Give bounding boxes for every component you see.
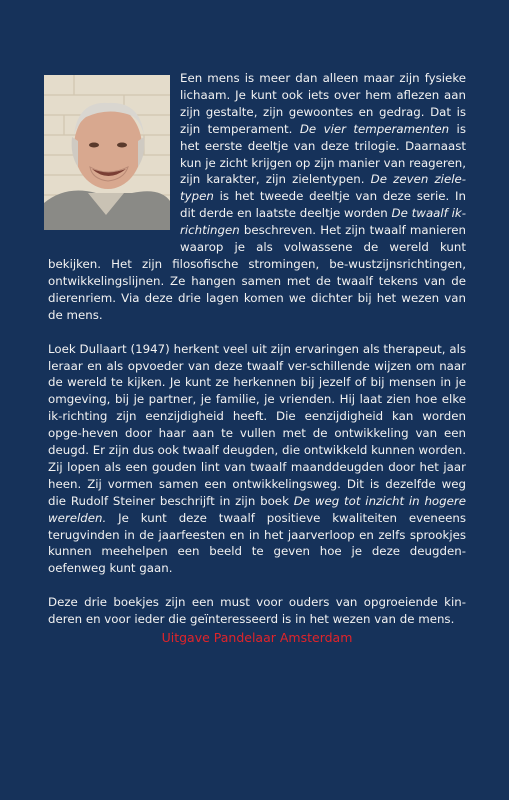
author-text-1: Loek Dullaart (1947) herkent veel uit zijn ervaringen als therapeut, als leraar en als opvoeder van deze twaalf ver-schillende wijzen om naar de wereld te kijken. Je kunt ze herkennen bij jezelf of bij mensen in je omgeving, bij je partner, je familie, je vrienden. Hij laat zien hoe elke ik-richting zijn eenzijdigheid heeft. Die eenzijdigheid kan worden opge-heven door haar aan te vullen met de ontwikkeling van een deugd. Er zijn dus ook twaalf deugden, die ontwikkeld kunnen worden. Zij lopen als een gouden lint van twaalf maanddeugden door het jaar heen. Zij vormen samen een ontwikkelingsweg. Dit is dezelfde weg die Rudolf Steiner beschrijft in zijn boek bbox=[48, 341, 466, 508]
book-title-ik-richtingen: De twaalf ik-richtingen bbox=[180, 206, 466, 238]
intro-text-2: is het eerste deeltje van deze trilogie. Daarnaast kun je zicht krijgen op zijn manier van reageren, zijn karakter, zijn zielentypen. bbox=[180, 121, 466, 187]
author-text-2: Je kunt deze twaalf positieve kwaliteiten eveneens terugvinden in de jaarfeesten en in het jaarverloop en zelfs sprookjes kunnen meehelpen een beeld te geven hoe je deze deugden-oefenweg kunt gaan. bbox=[48, 510, 466, 576]
intro-text-1: Een mens is meer dan alleen maar zijn fysieke lichaam. Je kunt ook iets over hem aflezen aan zijn gestalte, zijn gewoontes en gedrag. Dat is zijn temperament. bbox=[180, 71, 466, 136]
book-title-zieletypen: De zeven ziele-typen bbox=[180, 172, 467, 204]
book-title-temperamenten: De vier temperamenten bbox=[299, 121, 450, 136]
intro-text-3: is het tweede deeltje van deze serie. In dit derde en laatste deeltje worden bbox=[180, 189, 466, 221]
intro-text-4: beschreven. Het zijn twaalf manieren waarop je als volwassene de wereld kunt bekijken. Het zijn filosofische stromingen, be-wustzijnsrichtingen, ontwikkelingslijnen. Ze hangen samen met de twaalf tekens van de dierenriem. Via deze drie lagen komen we dichter bij het wezen van de mens. bbox=[48, 223, 466, 322]
photo-spacer bbox=[48, 70, 180, 240]
blurb-text bbox=[48, 70, 466, 647]
publisher-line: Uitgave Pandelaar Amsterdam bbox=[161, 630, 353, 646]
steiner-book-title: De weg tot inzicht in hogere werelden. bbox=[48, 493, 466, 525]
closing-paragraph: Deze drie boekjes zijn een must voor ouders van opgroeiende kin-deren en voor ieder die geïnteresseerd is in het wezen van de mens. bbox=[48, 595, 466, 627]
author-paragraph bbox=[48, 341, 466, 578]
